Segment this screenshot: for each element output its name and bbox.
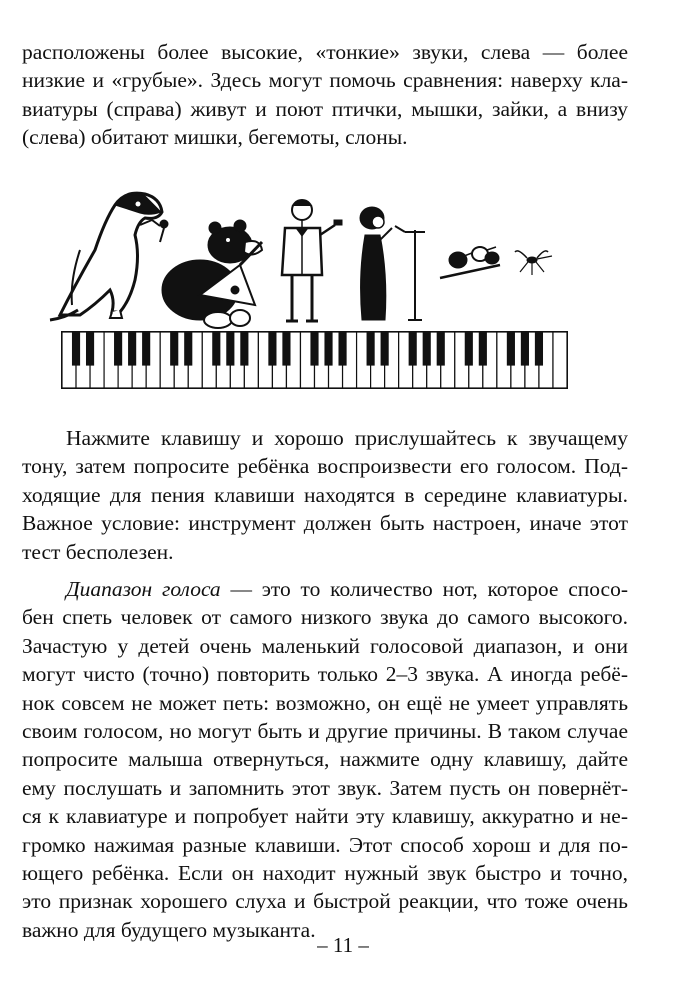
text-line: (слева) обитают мишки, бегемоты, слоны. bbox=[22, 125, 408, 150]
black-key bbox=[142, 332, 150, 366]
male-singer-figure bbox=[282, 200, 342, 321]
text-line: бен спеть человек от самого низкого звука до самого высокого. bbox=[22, 605, 628, 630]
black-key bbox=[86, 332, 94, 366]
piano-animals-illustration bbox=[40, 180, 580, 390]
paragraph-press-key bbox=[22, 424, 628, 566]
text-line: это признак хорошего слуха и быстрой реакции, что тоже очень bbox=[22, 889, 628, 914]
text-line: важно для будущего музыканта. bbox=[22, 917, 316, 942]
black-key bbox=[310, 332, 318, 366]
black-key bbox=[521, 332, 529, 366]
black-key bbox=[507, 332, 515, 366]
text-line: тест бесполезен. bbox=[22, 539, 174, 564]
mosquito-figure bbox=[515, 251, 552, 275]
text-line: ся к клавиатуре и попробует найти эту клавишу, аккуратно и не- bbox=[22, 804, 628, 829]
text-line: могут чисто (точно) повторить только 2–3 звука. А иногда ребё- bbox=[22, 662, 628, 687]
black-key bbox=[423, 332, 431, 366]
text-line: ему послушать и запомнить этот звук. Затем пусть он повернёт- bbox=[22, 775, 628, 800]
black-key bbox=[324, 332, 332, 366]
black-key bbox=[114, 332, 122, 366]
black-key bbox=[437, 332, 445, 366]
birds-figure bbox=[440, 247, 500, 278]
dinosaur-figure bbox=[50, 193, 168, 320]
piano-keyboard bbox=[62, 332, 567, 388]
black-key bbox=[535, 332, 543, 366]
black-key bbox=[282, 332, 290, 366]
text-line: тону, затем попросите ребёнка воспроизвести его голосом. Под- bbox=[22, 454, 628, 479]
black-key bbox=[72, 332, 80, 366]
text-line: ющего ребёнка. Если он находит нужный звук быстро и точно, bbox=[22, 861, 628, 886]
text-line bbox=[22, 575, 628, 603]
text-line: расположены более высокие, «тонкие» звуки, слева — более bbox=[22, 40, 628, 64]
black-key bbox=[367, 332, 375, 366]
text-line: Зачастую у детей очень маленький голосовой диапазон, и они bbox=[22, 633, 628, 658]
black-key bbox=[128, 332, 136, 366]
text-line: громко нажимая разные клавиши. Этот способ хорош и для по- bbox=[22, 832, 628, 857]
text-line: низкие и «грубые». Здесь могут помочь сравнения: наверху кла- bbox=[22, 68, 628, 93]
black-key bbox=[409, 332, 417, 366]
black-key bbox=[240, 332, 248, 366]
text-line: попросите малыша отвернуться, нажмите одну клавишу, дайте bbox=[22, 747, 628, 772]
black-key bbox=[184, 332, 192, 366]
page-number: – 11 – bbox=[317, 933, 369, 957]
text-line: ходящие для пения клавиши находятся в середине клавиатуры. bbox=[22, 482, 628, 507]
black-key bbox=[226, 332, 234, 366]
black-key bbox=[268, 332, 276, 366]
black-key bbox=[479, 332, 487, 366]
paragraph-voice-range bbox=[22, 575, 628, 944]
text-line: Нажмите клавишу и хорошо прислушайтесь к звучащему bbox=[66, 426, 628, 450]
black-key bbox=[465, 332, 473, 366]
term-voice-range: Диапазон голоса bbox=[66, 577, 221, 601]
text-line: своим голосом, но могут быть и другие причины. В таком случае bbox=[22, 719, 628, 744]
black-key bbox=[381, 332, 389, 366]
bear-figure bbox=[162, 220, 262, 328]
black-key bbox=[212, 332, 220, 366]
paragraph-pitch-description bbox=[22, 38, 628, 152]
black-key bbox=[170, 332, 178, 366]
female-singer-figure bbox=[360, 207, 425, 320]
white-key bbox=[553, 332, 567, 388]
text-fragment: — это то количество нот, которое спосо- bbox=[220, 577, 628, 601]
text-line: Важное условие: инструмент должен быть настроен, иначе этот bbox=[22, 511, 628, 536]
text-line: нок совсем не может петь: возможно, он ещё не умеет управлять bbox=[22, 690, 628, 715]
text-line: виатуры (справа) живут и поют птички, мышки, зайки, а внизу bbox=[22, 96, 628, 121]
black-key bbox=[338, 332, 346, 366]
